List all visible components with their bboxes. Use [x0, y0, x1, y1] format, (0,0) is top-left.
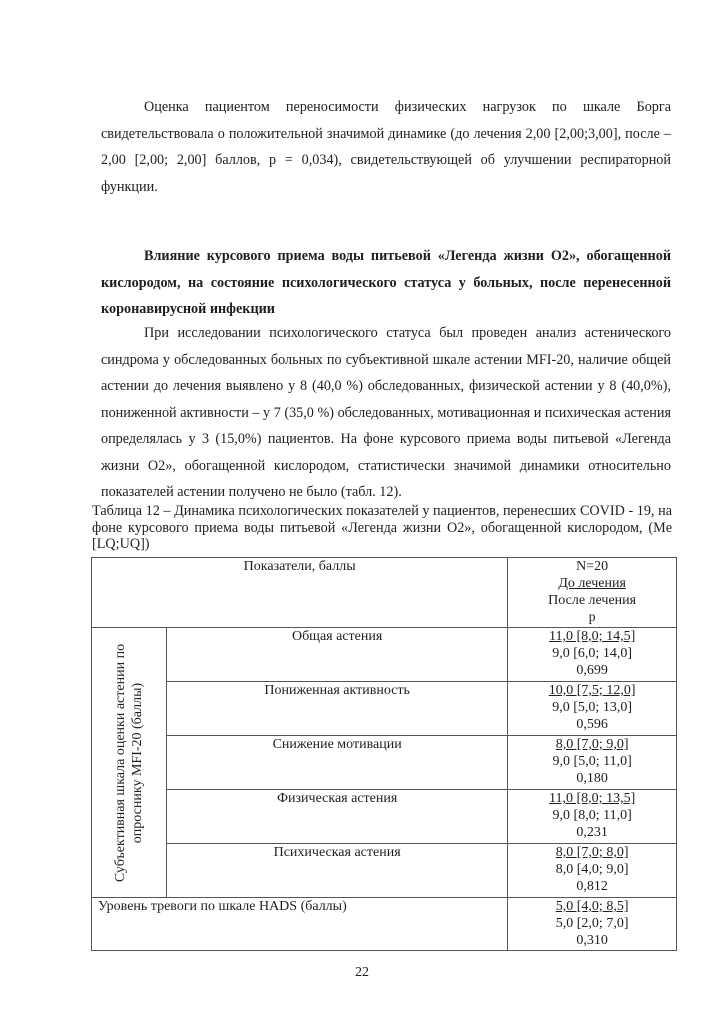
row-label: Пониженная активность — [167, 682, 508, 736]
value-p: 0,180 — [576, 771, 608, 786]
table-header-row — [92, 558, 677, 628]
value-after: 8,0 [4,0; 9,0] — [555, 862, 629, 877]
group-label-cell — [92, 628, 167, 898]
paragraph-borg — [101, 94, 671, 200]
value-before: 8,0 [7,0; 8,0] — [555, 845, 629, 860]
value-before: 11,0 [8,0; 13,5] — [549, 791, 636, 806]
group-label: Субъективная шкала оценки астении по опроснику MFI-20 (баллы) — [113, 643, 145, 882]
value-p: 0,310 — [576, 933, 608, 948]
value-p: 0,699 — [576, 663, 608, 678]
header-indicators: Показатели, баллы — [92, 558, 508, 628]
value-after: 5,0 [2,0; 7,0] — [555, 916, 629, 931]
row-values — [508, 628, 677, 682]
value-p: 0,812 — [576, 879, 608, 894]
row-label: Уровень тревоги по шкале HADS (баллы) — [92, 898, 508, 951]
header-values — [508, 558, 677, 628]
value-after: 9,0 [5,0; 13,0] — [552, 700, 632, 715]
value-p: 0,231 — [576, 825, 608, 840]
row-values — [508, 898, 677, 951]
value-before: 5,0 [4,0; 8,5] — [555, 899, 629, 914]
paragraph-asthenia-text: При исследовании психологического статуса был проведен анализ астенического синдрома у обследованных больных по субъективной шкале астении MFI-20, наличие общей астении до лечения выявлено у 8 (40,0 %) обследованных, физической астении у 8 (40,0%), пониженной активности – у 7 (35,0 %) обследованных, мотивационная и психическая астения определялась у 3 (15,0%) пациентов. На фоне курсового приема воды питьевой «Легенда жизни О2», обогащенной кислородом, статистически значимой динамики относительно показателей астении получено не было (табл. 12). — [101, 325, 671, 500]
row-label: Физическая астения — [167, 790, 508, 844]
value-before: 11,0 [8,0; 14,5] — [549, 629, 636, 644]
page-number: 22 — [355, 965, 369, 980]
row-values — [508, 790, 677, 844]
paragraph-asthenia — [101, 320, 671, 506]
value-after: 9,0 [8,0; 11,0] — [552, 808, 632, 823]
header-before: До лечения — [558, 576, 626, 591]
row-label: Психическая астения — [167, 844, 508, 898]
value-p: 0,596 — [576, 717, 608, 732]
psych-table — [91, 557, 677, 951]
value-after: 9,0 [6,0; 14,0] — [552, 646, 632, 661]
value-before: 8,0 [7,0; 9,0] — [555, 737, 629, 752]
table-row — [92, 790, 677, 844]
table-row — [92, 628, 677, 682]
row-values — [508, 736, 677, 790]
header-n: N=20 — [576, 559, 609, 574]
row-label: Общая астения — [167, 628, 508, 682]
paragraph-borg-text: Оценка пациентом переносимости физических нагрузок по шкале Борга свидетельствовала о положительной значимой динамике (до лечения 2,00 [2,00;3,00], после – 2,00 [2,00; 2,00] баллов, p = 0,034), свидетельствующей об улучшении респираторной функции. — [101, 99, 671, 195]
section-heading — [101, 243, 671, 323]
table-row — [92, 844, 677, 898]
row-values — [508, 682, 677, 736]
row-values — [508, 844, 677, 898]
table-row — [92, 736, 677, 790]
table-row-hads — [92, 898, 677, 951]
value-after: 9,0 [5,0; 11,0] — [552, 754, 632, 769]
header-after: После лечения — [548, 593, 637, 608]
section-heading-text: Влияние курсового приема воды питьевой «Легенда жизни О2», обогащенной кислородом, на состояние психологического статуса у больных, после перенесенной коронавирусной инфекции — [101, 248, 671, 317]
value-before: 10,0 [7,5; 12,0] — [548, 683, 636, 698]
row-label: Снижение мотивации — [167, 736, 508, 790]
table-row — [92, 682, 677, 736]
table-caption: Таблица 12 – Динамика психологических показателей у пациентов, перенесших COVID - 19, на фоне курсового приема воды питьевой «Легенда жизни О2», обогащенной кислородом, (Me [LQ;UQ]) — [92, 503, 672, 552]
header-p: p — [588, 610, 596, 625]
